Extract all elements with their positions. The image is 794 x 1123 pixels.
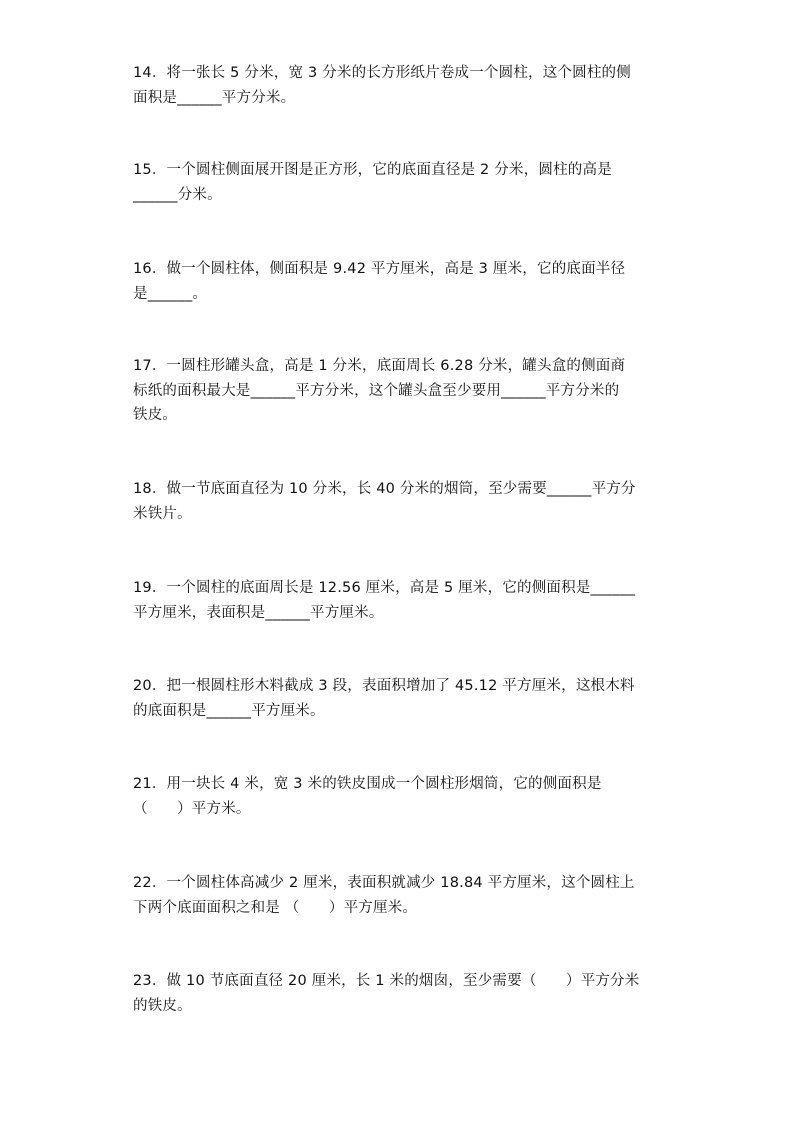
question-line: 22．一个圆柱体高减少 2 厘米，表面积就减少 18.84 平方厘米，这个圆柱上 <box>133 875 635 891</box>
question-line: 面积是______平方分米。 <box>133 89 296 106</box>
question-16 <box>133 257 673 306</box>
question-19 <box>133 576 673 625</box>
question-21 <box>133 772 673 821</box>
question-line: 平方厘米，表面积是______平方厘米。 <box>133 604 384 621</box>
question-line: 铁皮。 <box>133 407 178 423</box>
question-22 <box>133 871 673 920</box>
question-line: 米铁片。 <box>133 505 192 522</box>
question-line: 20．把一根圆柱形木料截成 3 段，表面积增加了 45.12 平方厘米，这根木料 <box>133 678 635 694</box>
question-15 <box>133 158 673 207</box>
question-line: 的底面积是______平方厘米。 <box>133 702 325 719</box>
question-line: 21．用一块长 4 米，宽 3 米的铁皮围成一个圆柱形烟筒，它的侧面积是 <box>133 776 602 792</box>
question-line: 的铁皮。 <box>133 997 192 1014</box>
question-14 <box>133 61 673 110</box>
question-line: 17．一圆柱形罐头盒，高是 1 分米，底面周长 6.28 分米，罐头盒的侧面商 <box>133 358 626 374</box>
question-line: 14．将一张长 5 分米，宽 3 分米的长方形纸片卷成一个圆柱，这个圆柱的侧 <box>133 65 631 81</box>
question-line: （ ）平方米。 <box>133 800 251 817</box>
question-line: ______分米。 <box>133 186 222 203</box>
question-line: 标纸的面积最大是______平方分米，这个罐头盒至少要用______平方分米的 <box>133 382 620 399</box>
question-line: 19．一个圆柱的底面周长是 12.56 厘米，高是 5 厘米，它的侧面积是______ <box>133 580 636 596</box>
question-17 <box>133 354 673 428</box>
question-line: 是______。 <box>133 285 208 302</box>
question-line: 15．一个圆柱侧面展开图是正方形，它的底面直径是 2 分米，圆柱的高是 <box>133 162 612 178</box>
question-18 <box>133 477 673 526</box>
question-line: 下两个底面面积之和是 （ ）平方厘米。 <box>133 899 418 916</box>
question-line: 23．做 10 节底面直径 20 厘米，长 1 米的烟囱，至少需要（ ）平方分米 <box>133 973 640 989</box>
question-line: 18．做一节底面直径为 10 分米，长 40 分米的烟筒，至少需要______平方分 <box>133 481 636 497</box>
question-line: 16．做一个圆柱体，侧面积是 9.42 平方厘米，高是 3 厘米，它的底面半径 <box>133 261 626 277</box>
question-23 <box>133 969 673 1018</box>
question-20 <box>133 674 673 723</box>
